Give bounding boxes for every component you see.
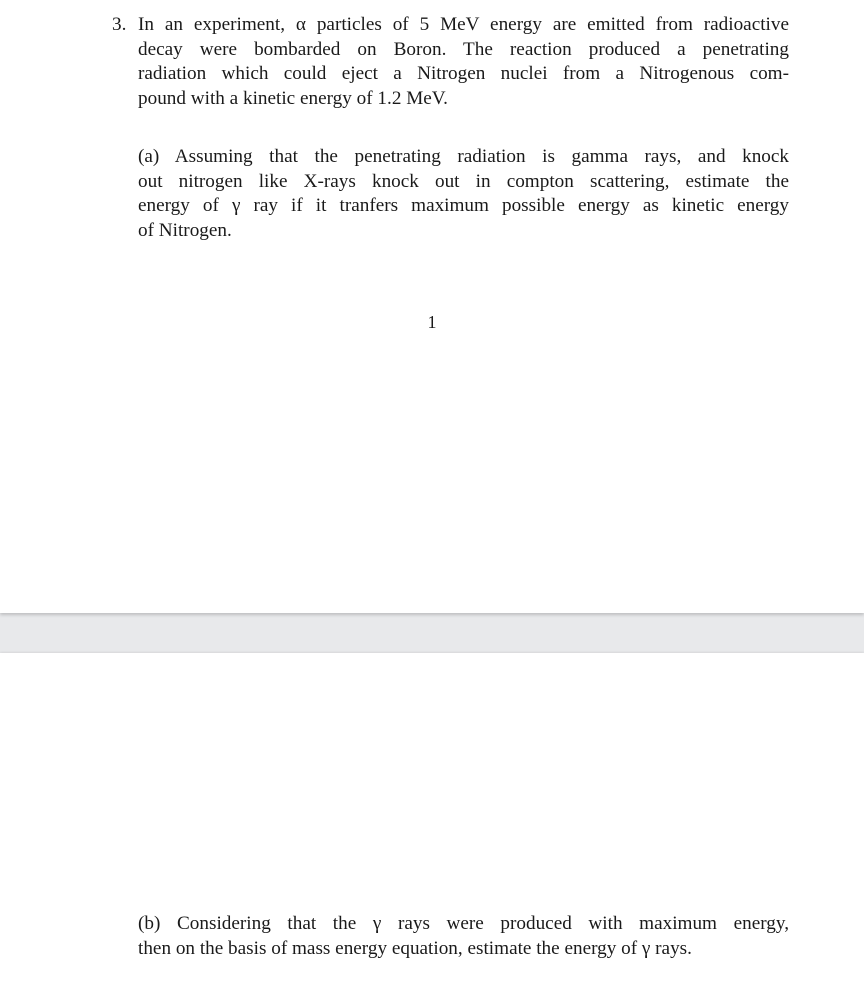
question-line: In an experiment, α particles of 5 MeV energy are emitted from radioactive [138, 14, 789, 35]
part-a-line: energy of γ ray if it tranfers maximum possible energy as kinetic energy [138, 195, 789, 216]
question-line: pound with a kinetic energy of 1.2 MeV. [138, 87, 448, 109]
part-a-line: out nitrogen like X-rays knock out in compton scattering, estimate the [138, 170, 789, 192]
question-line: decay were bombarded on Boron. The reaction produced a penetrating [138, 38, 789, 60]
page-number: 1 [427, 312, 437, 332]
part-b-line: then on the basis of mass energy equation, estimate the energy of γ rays. [138, 937, 692, 959]
part-a-line: (a) Assuming that the penetrating radiation is gamma rays, and knock [138, 146, 789, 167]
part-b-text [138, 912, 789, 961]
question-3-text [138, 13, 789, 111]
question-line: radiation which could eject a Nitrogen nuclei from a Nitrogenous com- [138, 63, 789, 84]
document-page-2 [0, 653, 864, 997]
part-b-line: (b) Considering that the γ rays were produced with maximum energy, [138, 913, 789, 934]
question-number: 3. [112, 14, 127, 35]
part-a-text [138, 145, 789, 243]
part-a-line: of Nitrogen. [138, 219, 232, 241]
